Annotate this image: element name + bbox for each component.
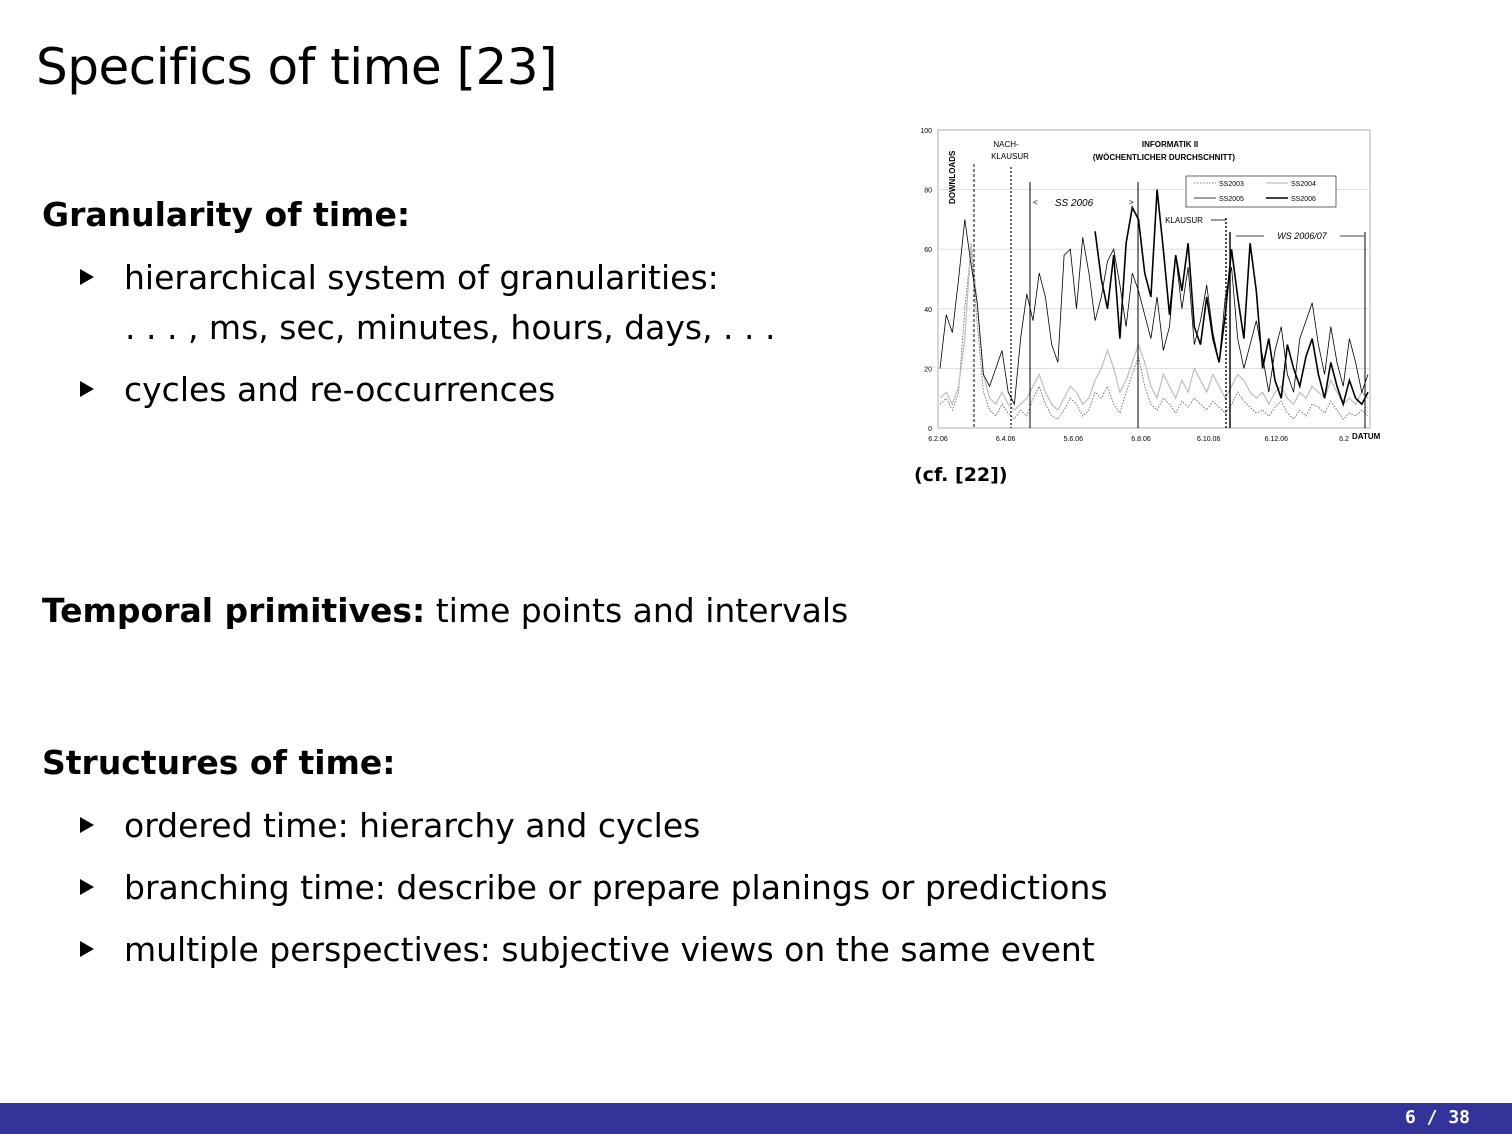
arrow-left-icon: <: [1033, 198, 1038, 207]
structures-bullet-2: [80, 868, 1108, 907]
structures-bullet-1: [80, 806, 700, 845]
y-tick-label: 20: [924, 366, 932, 374]
bullet-triangle-icon: [80, 941, 94, 957]
y-tick-label: 0: [928, 426, 932, 433]
bullet-triangle-icon: [80, 381, 94, 397]
chart-subtitle: (WÖCHENTLICHER DURCHSCHNITT): [1092, 153, 1236, 162]
x-tick-label: 6.2: [1339, 436, 1349, 443]
legend-label-ss2005: SS2005: [1219, 196, 1244, 203]
granularity-heading: Granularity of time:: [42, 195, 411, 234]
y-tick-label: 60: [924, 247, 932, 255]
bullet-text: cycles and re-occurrences: [124, 370, 556, 409]
chart-y-ticks: [920, 128, 932, 433]
series-line-ss2003: [940, 249, 1368, 419]
y-tick-label: 80: [924, 187, 932, 195]
x-tick-label: 6.12.06: [1264, 436, 1289, 443]
annotation-ws: WS 2006/07: [1277, 231, 1327, 241]
annotation-klausur-1: KLAUSUR: [991, 152, 1029, 161]
series-line-ss2006: [1095, 190, 1368, 405]
bullet-text: multiple perspectives: subjective views on the same event: [124, 930, 1095, 969]
granularity-continuation: . . . , ms, sec, minutes, hours, days, . . .: [125, 308, 776, 347]
plot-frame: [938, 130, 1370, 428]
chart-legend: [1186, 176, 1336, 207]
slide-title: Specifics of time [23]: [36, 38, 558, 96]
bullet-triangle-icon: [80, 879, 94, 895]
temporal-heading: Temporal primitives:: [42, 591, 426, 630]
chart-title: INFORMATIK II: [1141, 140, 1199, 149]
legend-label-ss2003: SS2003: [1219, 181, 1244, 188]
footer-bar: [0, 1103, 1512, 1134]
x-tick-label: 5.6.06: [1063, 436, 1084, 443]
chart-y-label: DOWNLOADS: [948, 150, 957, 204]
x-tick-label: 6.2.06: [928, 436, 948, 443]
temporal-line: [42, 591, 848, 630]
downloads-chart: [914, 122, 1394, 452]
figure-citation: (cf. [22]): [914, 464, 1008, 486]
chart-series-lines: [940, 190, 1368, 420]
arrow-right-icon: >: [1129, 198, 1134, 207]
y-tick-label: 100: [920, 128, 932, 135]
x-tick-label: 6.10.06: [1196, 436, 1221, 443]
bullet-triangle-icon: [80, 269, 94, 285]
bullet-text: branching time: describe or prepare planings or predictions: [124, 868, 1108, 907]
y-tick-label: 40: [924, 306, 932, 314]
granularity-bullet-1: [80, 258, 719, 297]
bullet-text: hierarchical system of granularities:: [124, 258, 719, 297]
structures-bullet-3: [80, 930, 1095, 969]
temporal-text: time points and intervals: [435, 591, 849, 630]
bullet-triangle-icon: [80, 817, 94, 833]
chart-x-label: DATUM: [1352, 432, 1381, 441]
page-number: 6 / 38: [1404, 1107, 1470, 1128]
chart-grid: [938, 130, 1370, 428]
granularity-bullet-2: [80, 370, 555, 409]
x-tick-label: 6.4.06: [995, 436, 1016, 443]
legend-label-ss2006: SS2006: [1291, 196, 1316, 203]
annotation-ss2006: SS 2006: [1054, 198, 1094, 209]
legend-label-ss2004: SS2004: [1291, 181, 1316, 188]
chart-x-ticks: [928, 436, 1349, 443]
bullet-text: ordered time: hierarchy and cycles: [124, 806, 701, 845]
annotation-nach: NACH-: [993, 140, 1019, 149]
x-tick-label: 6.8.06: [1131, 436, 1151, 443]
structures-heading: Structures of time:: [42, 743, 396, 782]
annotation-klausur-2: KLAUSUR: [1165, 216, 1203, 225]
